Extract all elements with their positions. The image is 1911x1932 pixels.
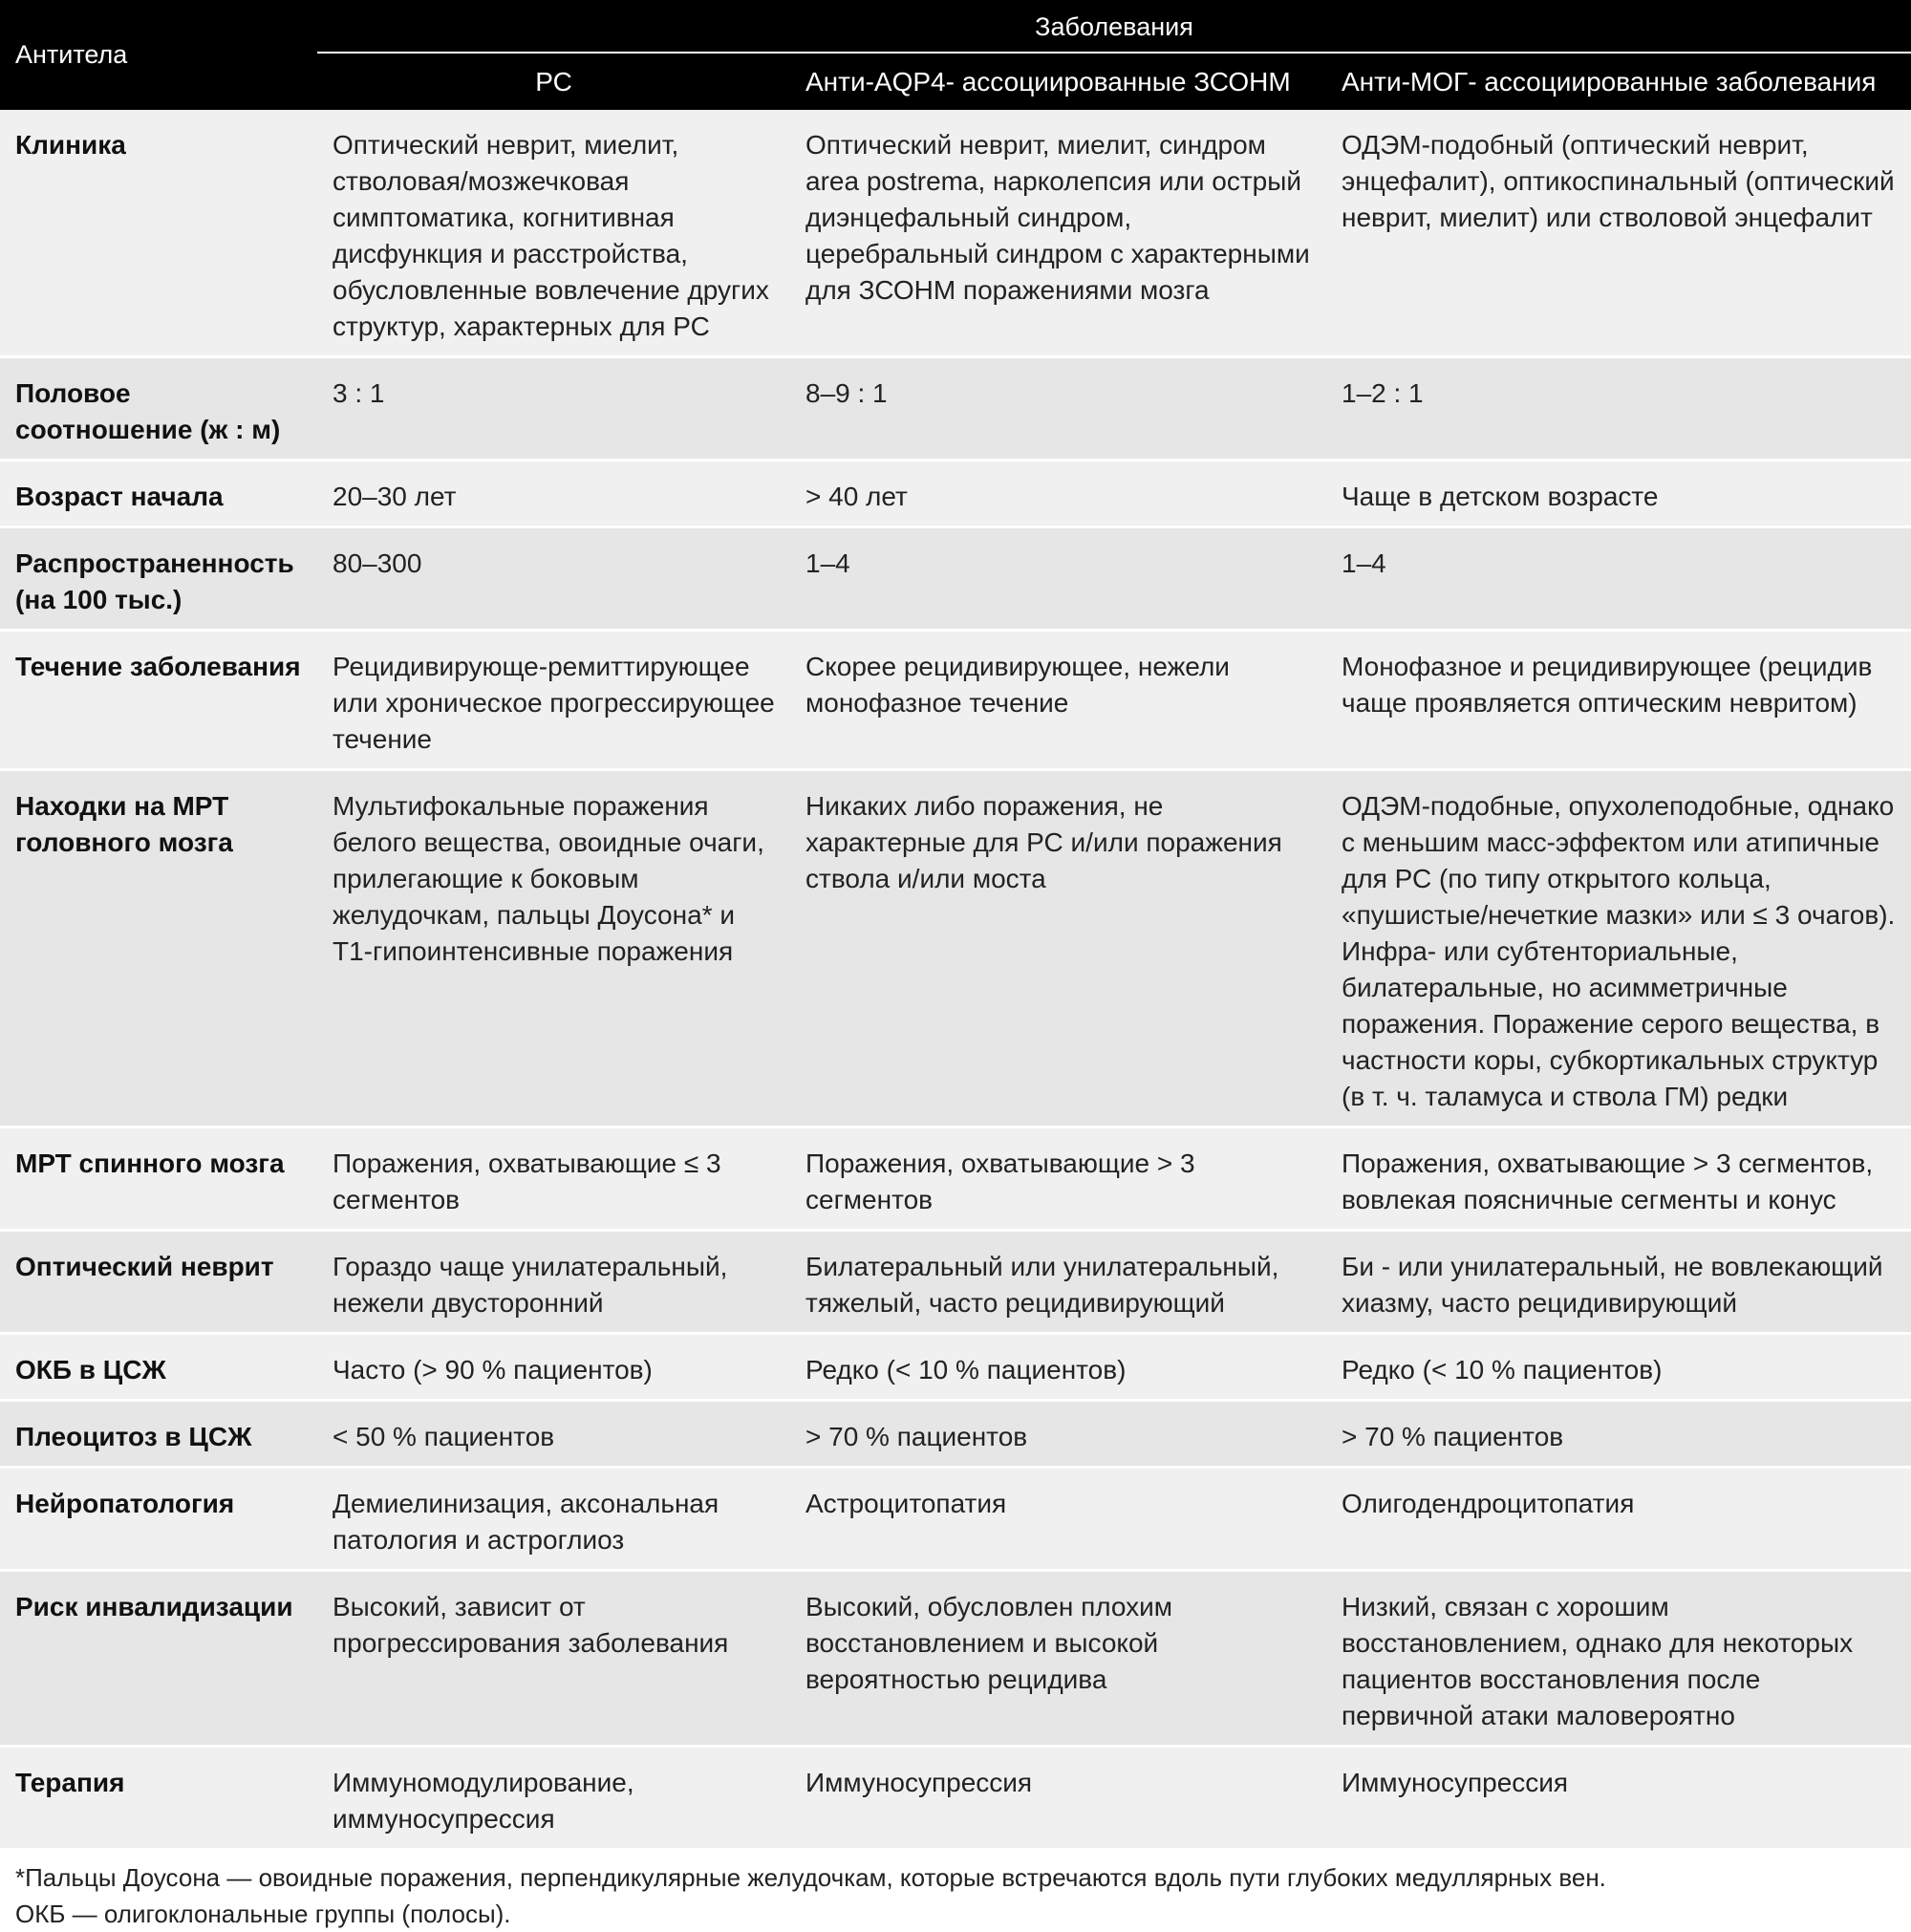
cell-mog: Чаще в детском возрасте (1326, 461, 1911, 527)
footnote-okb: ОКБ — олигоклональные группы (полосы). (15, 1900, 511, 1928)
row-label: Находки на МРТ головного мозга (0, 770, 317, 1127)
table-row (0, 1401, 1911, 1468)
cell-ms: Оптический неврит, миелит, стволовая/мозжечковая симптоматика, когнитивная дисфункция и расстройства, обусловленные вовлечение других структур, характерных для РС (317, 110, 790, 357)
cell-mog: Поражения, охватывающие > 3 сегментов, вовлекая поясничные сегменты и конус (1326, 1127, 1911, 1231)
cell-aqp4: > 40 лет (790, 461, 1326, 527)
cell-aqp4: Астроцитопатия (790, 1468, 1326, 1571)
cell-mog: Би - или унилатеральный, не вовлекающий хиазму, часто рецидивирующий (1326, 1231, 1911, 1334)
table-row (0, 527, 1911, 631)
table-row (0, 110, 1911, 357)
cell-mog: 1–2 : 1 (1326, 357, 1911, 461)
row-label: Возраст начала (0, 461, 317, 527)
footnotes (0, 1848, 1911, 1932)
cell-ms: Гораздо чаще унилатеральный, нежели двусторонний (317, 1231, 790, 1334)
cell-aqp4: Высокий, обусловлен плохим восстановлением и высокой вероятностью рецидива (790, 1571, 1326, 1747)
table-row (0, 461, 1911, 527)
table-row (0, 770, 1911, 1127)
column-header-aqp4: Анти-AQP4- ассоциированные ЗСОНМ (790, 54, 1326, 110)
table-row (0, 631, 1911, 770)
row-label: ОКБ в ЦСЖ (0, 1334, 317, 1401)
cell-aqp4: 1–4 (790, 527, 1326, 631)
cell-aqp4: 8–9 : 1 (790, 357, 1326, 461)
row-label: Течение заболевания (0, 631, 317, 770)
cell-mog: Иммуносупрессия (1326, 1747, 1911, 1849)
footnote-dawson-fingers: *Пальцы Доусона — овоидные поражения, перпендикулярные желудочкам, которые встречаются вдоль пути глубоких медуллярных вен. (15, 1863, 1606, 1892)
table-row (0, 1334, 1911, 1401)
row-label: Половое соотношение (ж : м) (0, 357, 317, 461)
cell-mog: 1–4 (1326, 527, 1911, 631)
cell-mog: ОДЭМ-подобный (оптический неврит, энцефалит), оптикоспинальный (оптический неврит, миелит) или стволовой энцефалит (1326, 110, 1911, 357)
cell-ms: 20–30 лет (317, 461, 790, 527)
row-label: МРТ спинного мозга (0, 1127, 317, 1231)
cell-mog: ОДЭМ-подобные, опухолеподобные, однако с меньшим масс-эффектом или атипичные для РС (по типу открытого кольца, «пушистые/нечеткие мазки» или ≤ 3 очагов). Инфра- или субтенториальные, билатеральные, но асимметричные поражения. Поражение серого вещества, в частности коры, субкортикальных структур (в т. ч. таламуса и ствола ГМ) редки (1326, 770, 1911, 1127)
cell-aqp4: Скорее рецидивирующее, нежели монофазное течение (790, 631, 1326, 770)
cell-ms: Рецидивирующе-ремиттирующее или хроническое прогрессирующее течение (317, 631, 790, 770)
cell-ms: Поражения, охватывающие ≤ 3 сегментов (317, 1127, 790, 1231)
row-label: Риск инвалидизации (0, 1571, 317, 1747)
cell-aqp4: Иммуносупрессия (790, 1747, 1326, 1849)
cell-ms: Демиелинизация, аксональная патология и астроглиоз (317, 1468, 790, 1571)
cell-aqp4: Редко (< 10 % пациентов) (790, 1334, 1326, 1401)
row-label: Нейропатология (0, 1468, 317, 1571)
cell-mog: > 70 % пациентов (1326, 1401, 1911, 1468)
row-label: Терапия (0, 1747, 317, 1849)
cell-aqp4: Оптический неврит, миелит, синдром area postrema, нарколепсия или острый диэнцефальный синдром, церебральный синдром с характерными для ЗСОНМ поражениями мозга (790, 110, 1326, 357)
cell-mog: Монофазное и рецидивирующее (рецидив чаще проявляется оптическим невритом) (1326, 631, 1911, 770)
cell-ms: Иммуномодулирование, иммуносупрессия (317, 1747, 790, 1849)
cell-ms: < 50 % пациентов (317, 1401, 790, 1468)
table-row (0, 1468, 1911, 1571)
cell-ms: 80–300 (317, 527, 790, 631)
row-label: Клиника (0, 110, 317, 357)
cell-ms: Высокий, зависит от прогрессирования заболевания (317, 1571, 790, 1747)
table-body (0, 110, 1911, 1848)
cell-aqp4: Никаких либо поражения, не характерные для РС и/или поражения ствола и/или моста (790, 770, 1326, 1127)
table-row (0, 1571, 1911, 1747)
header-divider (317, 52, 1911, 54)
header-diseases (317, 0, 1911, 54)
header-diseases-label: Заболевания (1035, 12, 1193, 42)
cell-aqp4: Билатеральный или унилатеральный, тяжелый, часто рецидивирующий (790, 1231, 1326, 1334)
row-label: Плеоцитоз в ЦСЖ (0, 1401, 317, 1468)
cell-mog: Олигодендроцитопатия (1326, 1468, 1911, 1571)
column-header-mog: Анти-МОГ- ассоциированные заболевания (1326, 54, 1911, 110)
cell-mog: Редко (< 10 % пациентов) (1326, 1334, 1911, 1401)
header-antibodies: Антитела (0, 0, 317, 110)
row-label: Оптический неврит (0, 1231, 317, 1334)
column-header-ms: РС (317, 54, 790, 110)
cell-ms: Мультифокальные поражения белого вещества, овоидные очаги, прилегающие к боковым желудочкам, пальцы Доусона* и Т1-гипоинтенсивные поражения (317, 770, 790, 1127)
table-row (0, 1747, 1911, 1849)
cell-ms: 3 : 1 (317, 357, 790, 461)
table-header (0, 0, 1911, 110)
cell-mog: Низкий, связан с хорошим восстановлением, однако для некоторых пациентов восстановления после первичной атаки маловероятно (1326, 1571, 1911, 1747)
cell-aqp4: Поражения, охватывающие > 3 сегментов (790, 1127, 1326, 1231)
table-row (0, 357, 1911, 461)
table-row (0, 1127, 1911, 1231)
cell-ms: Часто (> 90 % пациентов) (317, 1334, 790, 1401)
table-row (0, 1231, 1911, 1334)
row-label: Распространенность (на 100 тыс.) (0, 527, 317, 631)
cell-aqp4: > 70 % пациентов (790, 1401, 1326, 1468)
